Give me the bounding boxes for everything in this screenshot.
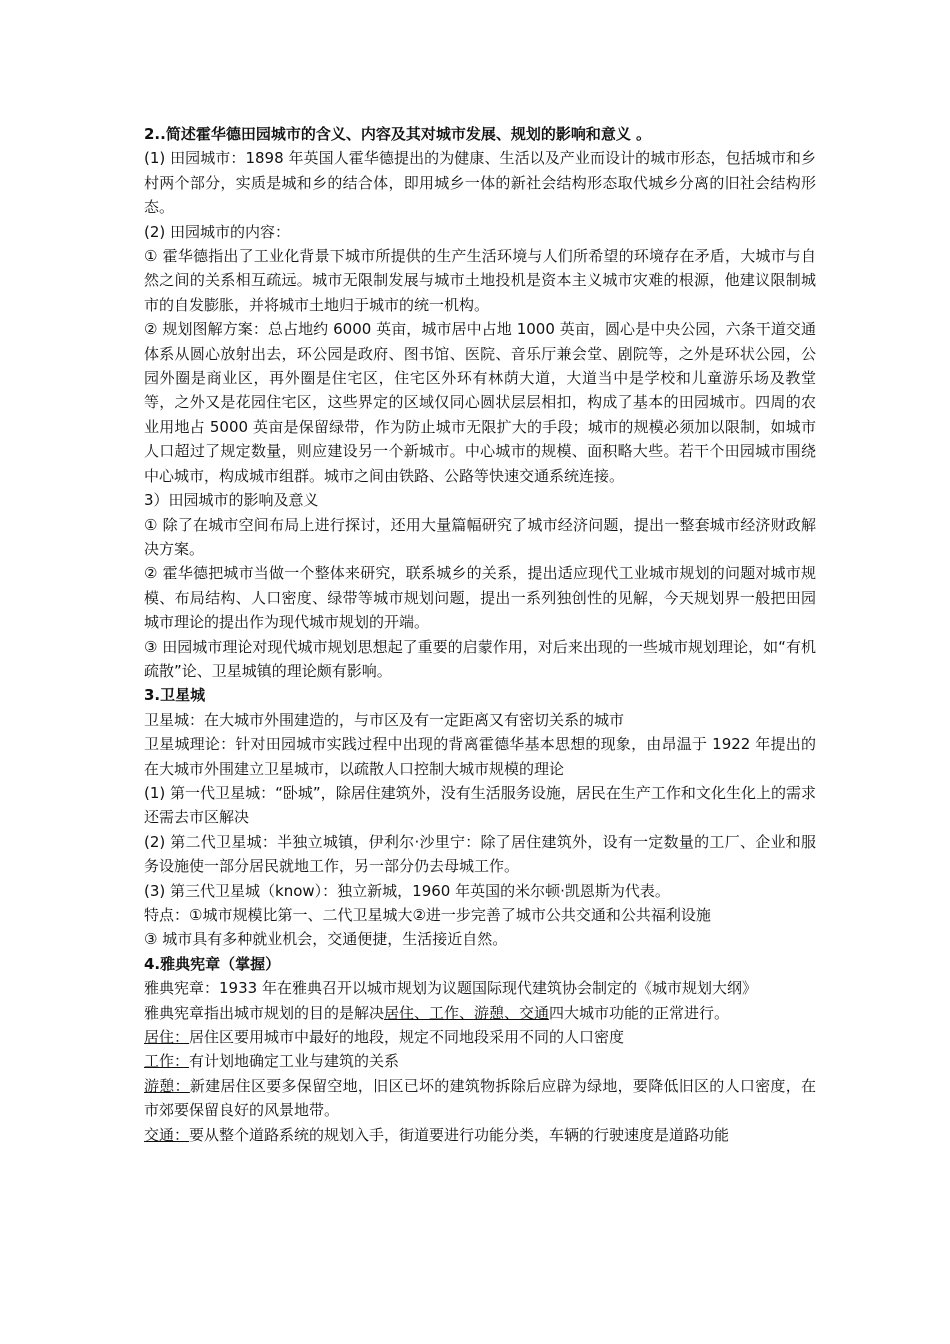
text-span: 四大城市功能的正常进行。 [549, 1003, 730, 1022]
paragraph: (1) 田园城市：1898 年英国人霍华德提出的为健康、生活以及产业而设计的城市形态，包括城市和乡村两个部分，实质是城和乡的结合体，即用城乡一体的新社会结构形态取代城乡分离的旧社会结构形态。 [144, 149, 816, 217]
function-text: 居住区要用城市中最好的地段，规定不同地段采用不同的人口密度 [189, 1028, 625, 1047]
section-4-heading: 4.雅典宪章（掌握） [144, 954, 281, 973]
paragraph: (2) 田园城市的内容： [144, 222, 291, 241]
paragraph: ① 除了在城市空间布局上进行探讨，还用大量篇幅研究了城市经济问题，提出一整套城市经济财政解决方案。 [144, 515, 816, 558]
paragraph: ② 规划图解方案：总占地约 6000 英亩，城市居中占地 1000 英亩，圆心是中央公园，六条干道交通体系从圆心放射出去，环公园是政府、图书馆、医院、音乐厅兼会堂、剧院等，之外是环状公园，公园外圈是商业区，再外圈是住宅区，住宅区外环有林荫大道，大道当中是学校和儿童游乐场及教堂等，之外又是花园住宅区，这些界定的区域仅同心圆状层层相扣，构成了基本的田园城市。四周的农业用地占 5000 英亩是保留绿带，作为防止城市无限扩大的手段；城市的规模必须加以限制，如城市人口超过了规定数量，则应建设另一个新城市。中心城市的规模、面积略大些。若干个田园城市围绕中心城市，构成城市组群。城市之间由铁路、公路等快速交通系统连接。 [144, 320, 816, 485]
function-text: 新建居住区要多保留空地，旧区已坏的建筑物拆除后应辟为绿地，要降低旧区的人口密度，在市郊要保留良好的风景地带。 [144, 1076, 816, 1120]
function-text: 要从整个道路系统的规划入手，街道要进行功能分类，车辆的行驶速度是道路功能 [189, 1125, 730, 1144]
function-item-living [144, 1025, 816, 1049]
function-label: 居住： [144, 1028, 190, 1047]
paragraph: ② 霍华德把城市当做一个整体来研究，联系城乡的关系，提出适应现代工业城市规划的问题对城市规模、布局结构、人口密度、绿带等城市规划问题，提出一系列独创性的见解，今天规划界一般把田园城市理论的提出作为现代城市规划的开端。 [144, 564, 816, 632]
paragraph [144, 1001, 816, 1025]
paragraph: 3）田园城市的影响及意义 [144, 491, 319, 510]
paragraph: 卫星城理论：针对田园城市实践过程中出现的背离霍德华基本思想的现象，由昂温于 1922 年提出的在大城市外围建立卫星城市，以疏散人口控制大城市规模的理论 [144, 735, 816, 778]
section-3-heading: 3.卫星城 [144, 686, 206, 705]
paragraph: 特点：①城市规模比第一、二代卫星城大②进一步完善了城市公共交通和公共福利设施 [144, 906, 711, 924]
paragraph: (3) 第三代卫星城（know）：独立新城，1960 年英国的米尔顿·凯恩斯为代表。 [144, 881, 670, 900]
function-item-working [144, 1049, 816, 1073]
underlined-text: 居住、工作、游憩、交通 [384, 1003, 550, 1022]
paragraph: (1) 第一代卫星城：“卧城”，除居住建筑外，没有生活服务设施，居民在生产工作和文化生化上的需求还需去市区解决 [144, 783, 816, 827]
paragraph: ③ 城市具有多种就业机会，交通便捷，生活接近自然。 [144, 930, 508, 949]
function-label: 游憩： [144, 1076, 190, 1095]
function-item-transport [144, 1123, 816, 1147]
paragraph: 卫星城：在大城市外围建造的，与市区及有一定距离又有密切关系的城市 [144, 710, 625, 729]
function-item-recreation [144, 1074, 816, 1123]
function-text: 有计划地确定工业与建筑的关系 [189, 1052, 400, 1071]
function-label: 工作： [144, 1052, 190, 1071]
document-body [144, 122, 816, 1147]
paragraph: ① 霍华德指出了工业化背景下城市所提供的生产生活环境与人们所希望的环境存在矛盾，大城市与自然之间的关系相互疏远。城市无限制发展与城市土地投机是资本主义城市灾难的根源，他建议限制城市的自发膨胀，并将城市土地归于城市的统一机构。 [144, 247, 816, 314]
function-label: 交通： [144, 1125, 190, 1144]
text-span: 雅典宪章指出城市规划的目的是解决 [144, 1003, 385, 1022]
paragraph: 雅典宪章：1933 年在雅典召开以城市规划为议题国际现代建筑协会制定的《城市规划大纲》 [144, 979, 757, 998]
section-2-heading: 2..简述霍华德田园城市的含义、内容及其对城市发展、规划的影响和意义 。 [144, 125, 652, 143]
paragraph: (2) 第二代卫星城：半独立城镇，伊利尔·沙里宁：除了居住建筑外，设有一定数量的工厂、企业和服务设施使一部分居民就地工作，另一部分仍去母城工作。 [144, 832, 816, 876]
paragraph: ③ 田园城市理论对现代城市规划思想起了重要的启蒙作用，对后来出现的一些城市规划理论，如“有机疏散”论、卫星城镇的理论颇有影响。 [144, 637, 816, 680]
